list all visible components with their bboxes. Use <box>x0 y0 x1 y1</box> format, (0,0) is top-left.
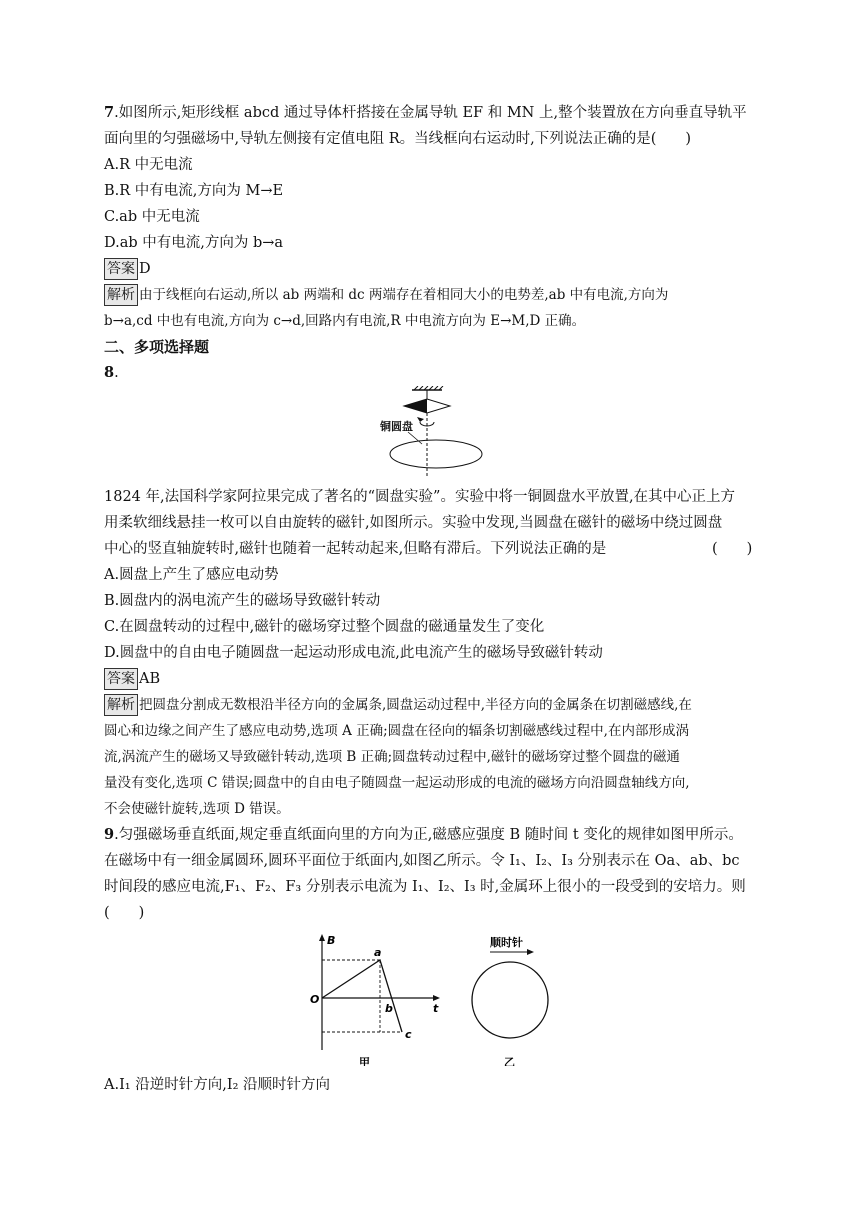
axis-t-label: t <box>433 1002 439 1015</box>
q8-option-b: B.圆盘内的涡电流产生的磁场导致磁针转动 <box>104 593 381 609</box>
point-c-label: c <box>405 1028 412 1041</box>
document-page <box>104 100 754 1098</box>
q8-answer: 答案 AB <box>104 666 754 692</box>
q7-stem-line1: 7.如图所示,矩形线框 abcd 通过导体杆搭接在金属导轨 EF 和 MN 上,整个装置放在方向垂直导轨平 <box>104 104 747 121</box>
q7-option-c: C.ab 中无电流 <box>104 209 200 225</box>
q7-number: 7 <box>104 104 115 121</box>
q7-option-a: A.R 中无电流 <box>104 157 193 173</box>
q8-number-line: 8. <box>104 364 119 381</box>
b-t-graph-and-ring <box>104 926 754 1066</box>
caption-yi: 乙 <box>504 1056 515 1066</box>
copper-disk-label: 铜圆盘 <box>380 420 413 433</box>
point-b-label: b <box>385 1002 393 1015</box>
explain-tag: 解析 <box>104 694 138 716</box>
answer-tag: 答案 <box>104 668 138 690</box>
q8-explain-line5: 不会使磁针旋转,选项 D 错误。 <box>104 801 290 817</box>
q9-stem-line1: 9.匀强磁场垂直纸面,规定垂直纸面向里的方向为正,磁感应强度 B 随时间 t 变化的规律如图甲所示。 <box>104 826 743 843</box>
q7-explain-line2: b→a,cd 中也有电流,方向为 c→d,回路内有电流,R 中电流方向为 E→M,D 正确。 <box>104 313 586 329</box>
q9-figures <box>104 926 754 1066</box>
section-title: 二、多项选择题 <box>104 338 210 356</box>
q8-figure <box>104 386 754 484</box>
q8-option-d: D.圆盘中的自由电子随圆盘一起运动形成电流,此电流产生的磁场导致磁针转动 <box>104 645 603 661</box>
point-a-label: a <box>374 946 382 959</box>
q7-option-b: B.R 中有电流,方向为 M→E <box>104 183 284 199</box>
q9-stem-line3: 时间段的感应电流,F₁、F₂、F₃ 分别表示电流为 I₁、I₂、I₃ 时,金属环上很小的一段受到的安培力。则 <box>104 879 746 895</box>
clockwise-label: 顺时针 <box>490 936 523 949</box>
arago-disk-diagram <box>104 386 754 484</box>
q7-answer: 答案 D <box>104 256 754 282</box>
origin-label: O <box>310 993 320 1006</box>
axis-b-label: B <box>327 934 336 947</box>
q9-option-a: A.I₁ 沿逆时针方向,I₂ 沿顺时针方向 <box>104 1077 330 1093</box>
q8-stem-line1: 1824 年,法国科学家阿拉果完成了著名的“圆盘实验”。实验中将一铜圆盘水平放置,在其中心正上方 <box>104 489 736 505</box>
answer-tag: 答案 <box>104 258 138 280</box>
q8-explain-line1: 解析 把圆盘分割成无数根沿半径方向的金属条,圆盘运动过程中,半径方向的金属条在切割磁感线,在 <box>104 692 754 718</box>
q8-explain-line2: 圆心和边缘之间产生了感应电动势,选项 A 正确;圆盘在径向的辐条切割磁感线过程中,在内部形成涡 <box>104 723 689 739</box>
q8-paren: ( ) <box>712 541 753 557</box>
q8-explain-line4: 量没有变化,选项 C 错误;圆盘中的自由电子随圆盘一起运动形成的电流的磁场方向沿圆盘轴线方向, <box>104 775 690 791</box>
q8-option-a: A.圆盘上产生了感应电动势 <box>104 567 279 583</box>
q9-number: 9 <box>104 826 115 843</box>
q8-stem-line3: 中心的竖直轴旋转时,磁针也随着一起转动起来,但略有滞后。下列说法正确的是 ( ) <box>104 536 754 562</box>
q8-option-c: C.在圆盘转动的过程中,磁针的磁场穿过整个圆盘的磁通量发生了变化 <box>104 619 545 635</box>
q9-stem-line2: 在磁场中有一细金属圆环,圆环平面位于纸面内,如图乙所示。令 I₁、I₂、I₃ 分别表示在 Oa、ab、bc <box>104 853 740 869</box>
ring-yi <box>472 935 548 1066</box>
q8-stem-line2: 用柔软细线悬挂一枚可以自由旋转的磁针,如图所示。实验中发现,当圆盘在磁针的磁场中绕过圆盘 <box>104 515 723 531</box>
caption-jia: 甲 <box>359 1056 370 1066</box>
explain-tag: 解析 <box>104 284 138 306</box>
q7-stem-line2: 面向里的匀强磁场中,导轨左侧接有定值电阻 R。当线框向右运动时,下列说法正确的是( ) <box>104 131 692 147</box>
q9-stem-line4: ( ) <box>104 905 145 921</box>
graph-jia <box>310 934 440 1066</box>
q7-explain-line1: 解析 由于线框向右运动,所以 ab 两端和 dc 两端存在着相同大小的电势差,ab 中有电流,方向为 <box>104 282 754 308</box>
q7-option-d: D.ab 中有电流,方向为 b→a <box>104 235 284 251</box>
q8-explain-line3: 流,涡流产生的磁场又导致磁针转动,选项 B 正确;圆盘转动过程中,磁针的磁场穿过整个圆盘的磁通 <box>104 749 680 765</box>
q8-number: 8 <box>104 364 115 381</box>
